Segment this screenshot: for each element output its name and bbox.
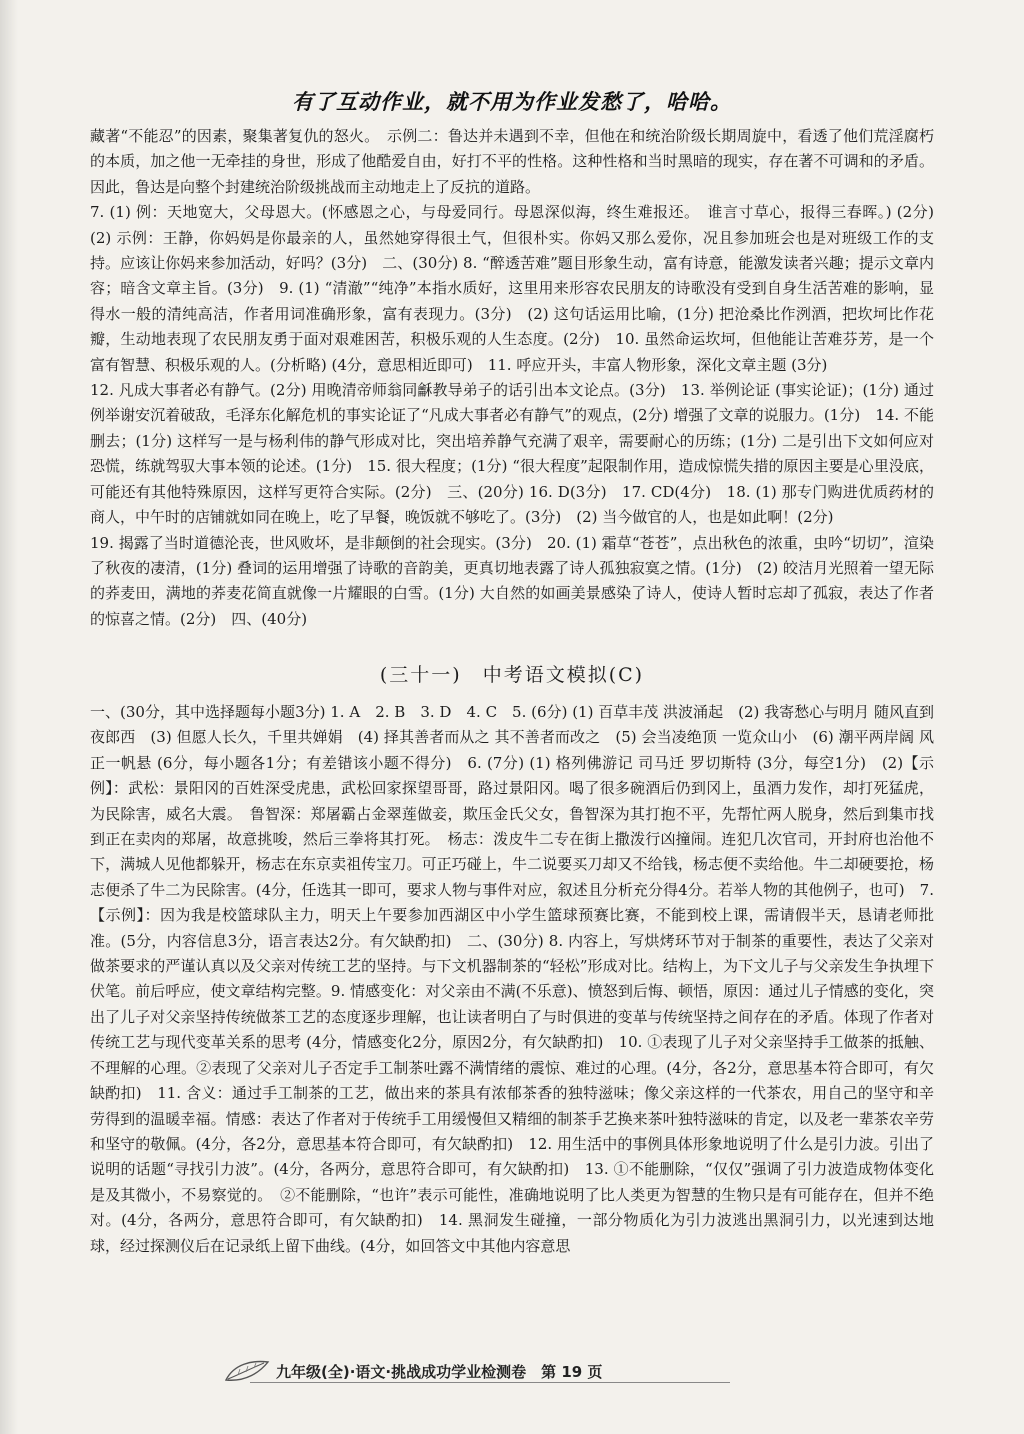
page-binding-shadow — [0, 0, 18, 1434]
paragraph: 藏著“不能忍”的因素，聚集著复仇的怒火。 示例二：鲁达并未遇到不幸，但他在和统治阶级长期周旋中，看透了他们荒淫腐朽的本质，加之他一无牵挂的身世，形成了他酷爱自由，好打不平的性格。这种性格和当时黑暗的现实，存在著不可调和的矛盾。因此，鲁达是向整个封建统治阶级挑战而主动地走上了反抗的道路。 — [90, 127, 934, 196]
paragraph: 一、(30分，其中选择题每小题3分) 1. A 2. B 3. D 4. C 5. (6分) (1) 百草丰茂 洪波涌起 (2) 我寄愁心与明月 随风直到夜郎西 (3) 但愿人长久，千里共婵娟 (4) 择其善者而从之 其不善者而改之 (5) 会当凌绝顶 一览众山小 (6) 潮平两岸阔 风正一帆悬 (6分，每小题各1分；有差错该小题不得分) 6. (7分) (1) 格列佛游记 司马迁 罗切斯特 (3分，每空1分) (2)【示例】：武松：景阳冈的百姓深受虎患，武松回家探望哥哥，路过景阳冈。喝了很多碗酒后仍到冈上，虽酒力发作，却打死猛虎，为民除害，威名大震。 鲁智深：郑屠霸占金翠莲做妾，欺压金氏父女，鲁智深为其打抱不平，先帮忙两人脱身，然后到集市找到正在卖肉的郑屠，故意挑唆，然后三拳将其打死。 杨志：泼皮牛二专在街上撒泼行凶撞闹。连犯几次官司，开封府也治他不下，满城人见他都躲开，杨志在东京卖祖传宝刀。可正巧碰上，牛二说要买刀却又不给钱，杨志便不卖给他。牛二却硬要抢，杨志便杀了牛二为民除害。(4分，任选其一即可，要求人物与事件对应，叙述且分析充分得4分。若举人物的其他例子，也可) 7.【示例】：因为我是校篮球队主力，明天上午要参加西湖区中小学生篮球预赛比赛，不能到校上课，需请假半天，恳请老师批准。(5分，内容信息3分，语言表达2分。有欠缺酌扣) 二、(30分) 8. 内容上，写烘烤环节对于制茶的重要性，表达了父亲对做茶要求的严谨认真以及父亲对传统工艺的坚持。与下文机器制茶的“轻松”形成对比。结构上，为下文儿子与父亲发生争执埋下伏笔。前后呼应，使文章结构完整。9. 情感变化：对父亲由不满(不乐意)、愤怒到后悔、顿悟，原因：通过儿子情感的变化，突出了儿子对父亲坚持传统做茶工艺的态度逐步理解，也让读者明白了与时俱进的变革与传统坚持之间存在的矛盾。体现了作者对传统工艺与现代变革关系的思考 (4分，情感变化2分，原因2分，有欠缺酌扣) 10. ①表现了儿子对父亲坚持手工做茶的抵触、不理解的心理。②表现了父亲对儿子否定手工制茶吐露不满情绪的震惊、难过的心理。(4分，各2分，意思基本符合即可，有欠缺酌扣) 11. 含义：通过手工制茶的工艺，做出来的茶具有浓郁茶香的独特滋味；像父亲这样的一代茶农，用自己的坚守和辛劳得到的温暖幸福。情感：表达了作者对于传统手工用缓慢但又精细的制茶手艺换来茶叶独特滋味的肯定，以及老一辈茶农辛劳和坚守的敬佩。(4分，各2分，意思基本符合即可，有欠缺酌扣) 12. 用生活中的事例具体形象地说明了什么是引力波。引出了说明的话题“寻找引力波”。(4分，各两分，意思符合即可，有欠缺酌扣) 13. ①不能删除，“仅仅”强调了引力波造成物体变化是及其微小，不易察觉的。 ②不能删除，“也许”表示可能性，准确地说明了比人类更为智慧的生物只是有可能存在，但并不绝对。(4分，各两分，意思符合即可，有欠缺酌扣) 14. 黑洞发生碰撞，一部分物质化为引力波逃出黑洞引力，以光速到达地球，经过探测仪后在记录纸上留下曲线。(4分，如回答文中其他内容意思 — [90, 703, 934, 1255]
section-title: (三十一) 中考语文模拟(C) — [379, 664, 645, 686]
footer-text: 九年级(全)·语文·挑战成功学业检测卷 第 19 页 — [276, 1362, 603, 1381]
leaf-icon — [224, 1358, 270, 1384]
footer-rule — [250, 1382, 730, 1383]
paragraph: 7. (1) 例：天地宽大，父母恩大。(怀感恩之心，与母爱同行。母恩深似海，终生难报还。 谁言寸草心，报得三春晖。) (2分) (2) 示例：王静，你妈妈是你最亲的人，虽然她穿得很土气，但很朴实。你妈又那么爱你，况且参加班会也是对班级工作的支持。应该让你妈来参加活动，好吗？(3分) 二、(30分) 8. “醉透苦难”题目形象生动，富有诗意，能激发读者兴趣；提示文章内容；暗含文章主旨。(3分) 9. (1) “清澈”“纯净”本指水质好，这里用来形容农民朋友的诗歌没有受到自身生活苦难的影响，显得水一般的清纯高洁，作者用词准确形象，富有表现力。(3分) (2) 这句话运用比喻，(1分) 把沧桑比作洌酒，把坎坷比作花瓣，生动地表现了农民朋友勇于面对艰难困苦，积极乐观的人生态度。(2分) 10. 虽然命运坎坷，但他能让苦难芬芳，是一个富有智慧、积极乐观的人。(分析略) (4分，意思相近即可) 11. 呼应开头，丰富人物形象，深化文章主题 (3分) — [90, 203, 950, 374]
answers-section-thirty — [90, 124, 950, 632]
paragraph: 12. 凡成大事者必有静气。(2分) 用晚清帝师翁同龢教导弟子的话引出本文论点。(3分) 13. 举例论证 (事实论证)；(1分) 通过例举谢安沉着破敌，毛泽东化解危机的事实论证了“凡成大事者必有静气”的观点，(2分) 增强了文章的说服力。(1分) 14. 不能删去；(1分) 这样写一是与杨利伟的静气形成对比，突出培养静气充满了艰辛，需要耐心的历练；(1分) 二是引出下文如何应对恐慌，练就驾驭大事本领的论述。(1分) 15. 很大程度；(1分) “很大程度”起限制作用，造成惊慌失措的原因主要是心里没底，可能还有其他特殊原因，这样写更符合实际。(2分) 三、(20分) 16. D(3分) 17. CD(4分) 18. (1) 那专门购进优质药材的商人，中午时的店铺就如同在晚上，吃了早餐，晚饭就不够吃了。(3分) (2) 当今做官的人，也是如此啊！(2分) — [90, 381, 934, 527]
answers-section-thirty-one — [90, 700, 934, 1259]
paragraph: 19. 揭露了当时道德沦丧，世风败坏，是非颠倒的社会现实。(3分) 20. (1) 霜草“苍苍”，点出秋色的浓重，虫吟“切切”，渲染了秋夜的凄清，(1分) 叠词的运用增强了诗歌的音韵美，更真切地表露了诗人孤独寂寞之情。(1分) (2) 皎洁月光照着一望无际的荞麦田，满地的荞麦花简直就像一片耀眼的白雪。(1分) 大自然的如画美景感染了诗人，使诗人暂时忘却了孤寂，表达了作者的惊喜之情。(2分) 四、(40分) — [90, 533, 934, 628]
handwritten-note: 有了互动作业，就不用为作业发愁了，哈哈。 — [292, 90, 732, 114]
